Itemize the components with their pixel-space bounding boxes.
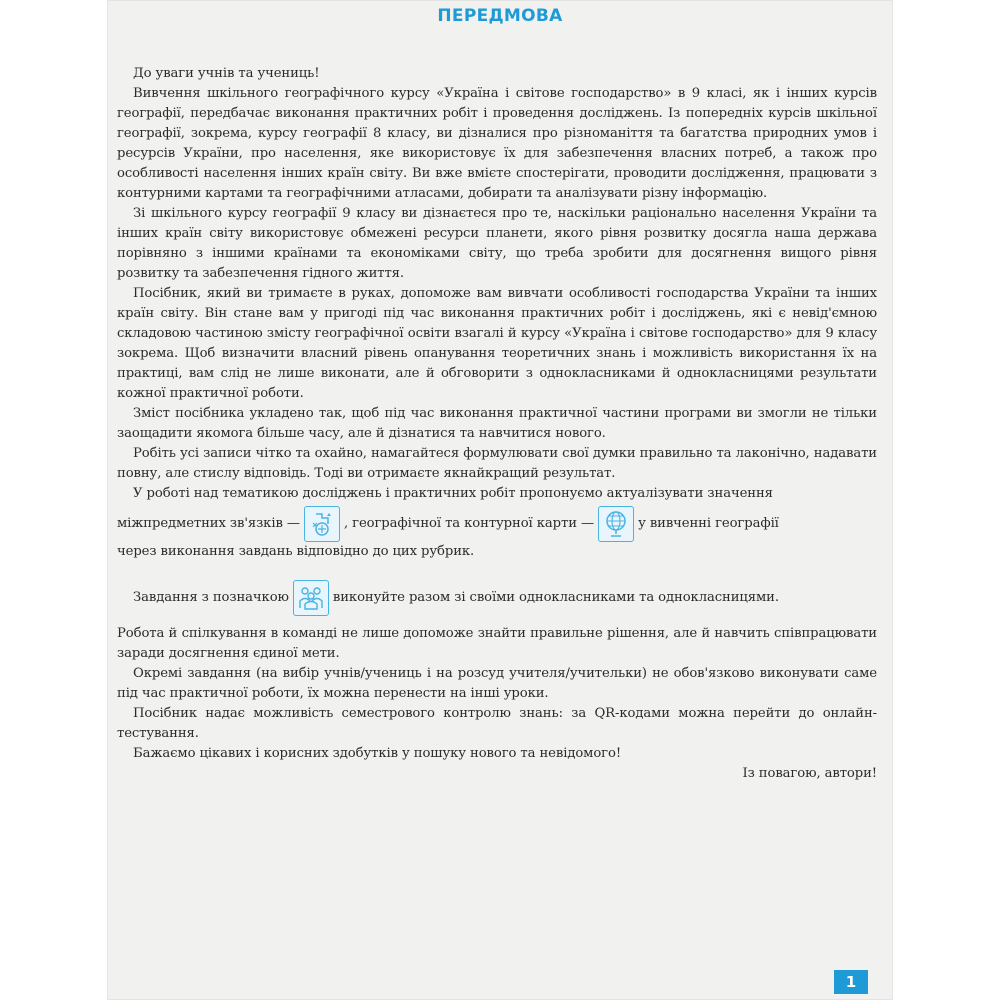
paragraph-9: Посібник надає можливість семестрового контролю знань: за QR-кодами можна перейти до онлайн-тестування. <box>117 706 877 741</box>
book-page <box>107 0 893 1000</box>
rubric-text-c: у вивченні географії <box>638 516 779 531</box>
paragraph-2: Зі шкільного курсу географії 9 класу ви дізнаєтеся про те, наскільки раціонально населення України та інших країн світу використовує обмежені ресурси планети, якого рівня розвитку досягла наша держава порівняно з іншими країнами та економіками світу, що треба зробити для досягнення вищого рівня розвитку та забезпечення гідного життя. <box>117 206 877 281</box>
greeting: До уваги учнів та учениць! <box>133 66 320 81</box>
page-title: ПЕРЕДМОВА <box>437 6 563 26</box>
interdisciplinary-icon <box>304 506 340 542</box>
paragraph-5: Робіть усі записи чітко та охайно, намагайтеся формулювати свої думки правильно та лаконічно, надавати повну, але стислу відповідь. Тоді ви отримаєте якнайкращий результат. <box>117 446 877 481</box>
rubric-text-a: міжпредметних зв'язків — <box>117 516 300 531</box>
paragraph-3: Посібник, який ви тримаєте в руках, допоможе вам вивчати особливості господарства України та інших країн світу. Він стане вам у пригоді під час виконання практичних робіт і досліджень, які є невід'ємною складовою частиною змісту географічної освіти взагалі й курсу «Україна і світове господарство» для 9 класу зокрема. Щоб визначити власний рівень опанування теоретичних знань і можливість використання їх на практиці, вам слід не лише виконати, але й обговорити з однокласниками й однокласницями результати кожної практичної роботи. <box>117 286 877 401</box>
team-rubric-line <box>117 580 877 616</box>
paragraph-4: Зміст посібника укладено так, щоб під час виконання практичної частини програми ви змогли не тільки заощадити якомога більше часу, але й дізнатися та навчитися нового. <box>117 406 877 441</box>
rubric-line <box>117 506 877 542</box>
rubric-text-b: , географічної та контурної карти — <box>343 516 595 531</box>
globe-icon <box>598 506 634 542</box>
team-text-before: Завдання з позначкою <box>133 590 289 605</box>
paragraph-6: У роботі над тематикою досліджень і практичних робіт пропонуємо актуалізувати значення <box>133 486 773 501</box>
paragraph-7: Робота й спілкування в команді не лише допоможе знайти правильне рішення, але й навчить співпрацювати заради досягнення єдиної мети. <box>117 626 877 661</box>
page-body <box>117 64 877 784</box>
team-work-icon <box>293 580 329 616</box>
paragraph-8: Окремі завдання (на вибір учнів/учениць і на розсуд учителя/учительки) не обов'язково виконувати саме під час практичної роботи, їх можна перенести на інші уроки. <box>117 666 877 701</box>
signature: Із повагою, автори! <box>742 766 877 781</box>
paragraph-10: Бажаємо цікавих і корисних здобутків у пошуку нового та невідомого! <box>133 746 622 761</box>
page-number: 1 <box>834 970 868 994</box>
team-text-after: виконуйте разом зі своїми однокласниками та однокласницями. <box>332 590 779 605</box>
rubric-text-d: через виконання завдань відповідно до цих рубрик. <box>117 544 475 559</box>
paragraph-1: Вивчення шкільного географічного курсу «Україна і світове господарство» в 9 класі, як і інших курсів географії, передбачає виконання практичних робіт і проведення досліджень. Із попередніх курсів шкільної географії, зокрема, курсу географії 8 класу, ви дізналися про різноманіття та багатства природних умов і ресурсів України, про населення, яке використовує їх для забезпечення власних потреб, а також про особливості населення інших країн світу. Ви вже вмієте спостерігати, проводити дослідження, працювати з контурними картами та географічними атласами, добирати та аналізувати різну інформацію. <box>117 86 877 201</box>
